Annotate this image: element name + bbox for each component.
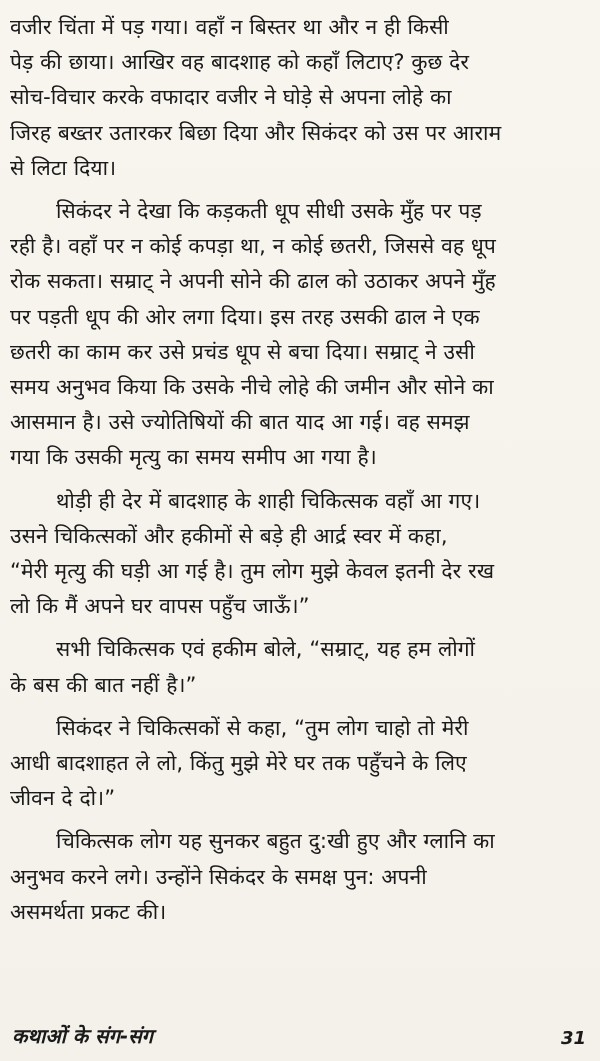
page-footer	[12, 1022, 586, 1049]
paragraph-1	[10, 10, 590, 186]
paragraph-5	[10, 711, 590, 817]
text-line: “मेरी मृत्यु की घड़ी आ गई है। तुम लोग मुझे केवल इतनी देर रख	[10, 559, 495, 584]
text-line: आसमान है। उसे ज्योतिषियों की बात याद आ गई। वह समझ	[10, 410, 470, 435]
paragraph-3	[10, 484, 590, 625]
text-line: के बस की बात नहीं है।”	[10, 672, 197, 697]
text-line: जीवन दे दो।”	[10, 786, 116, 811]
book-title: कथाओं के संग-संग	[12, 1024, 153, 1048]
text-line: रही है। वहाँ पर न कोई कपड़ा था, न कोई छतरी, जिससे वह धूप	[10, 234, 496, 259]
text-line: जिरह बख्तर उतारकर बिछा दिया और सिकंदर को उस पर आराम	[10, 120, 502, 145]
text-line: पेड़ की छाया। आखिर वह बादशाह को कहाँ लिटाए? कुछ देर	[10, 50, 470, 75]
paragraph-6	[10, 824, 590, 930]
text-line: गया कि उसकी मृत्यु का समय समीप आ गया है।	[10, 445, 377, 470]
text-line: सिकंदर ने देखा कि कड़कती धूप सीधी उसके मुँह पर पड़	[56, 199, 482, 224]
text-line: अनुभव करने लगे। उन्होंने सिकंदर के समक्ष पुन: अपनी	[10, 864, 427, 889]
paragraph-4	[10, 632, 590, 702]
paragraph-2	[10, 194, 590, 476]
text-line: सिकंदर ने चिकित्सकों से कहा, “तुम लोग चाहो तो मेरी	[56, 715, 469, 740]
text-line: थोड़ी ही देर में बादशाह के शाही चिकित्सक वहाँ आ गए।	[56, 488, 481, 513]
text-line: रोक सकता। सम्राट् ने अपनी सोने की ढाल को उठाकर अपने मुँह	[10, 269, 496, 294]
text-line: आधी बादशाहत ले लो, किंतु मुझे मेरे घर तक पहुँचने के लिए	[10, 751, 467, 776]
text-line: सोच-विचार करके वफादार वजीर ने घोड़े से अपना लोहे का	[10, 85, 452, 110]
text-line: असमर्थता प्रकट की।	[10, 899, 167, 924]
text-line: समय अनुभव किया कि उसके नीचे लोहे की जमीन और सोने का	[10, 375, 494, 400]
text-line: सभी चिकित्सक एवं हकीम बोले, “सम्राट्, यह हम लोगों	[56, 637, 476, 662]
page-body	[10, 10, 590, 930]
text-line: छतरी का काम कर उसे प्रचंड धूप से बचा दिया। सम्राट् ने उसी	[10, 339, 475, 364]
text-line: से लिटा दिया।	[10, 155, 117, 180]
text-line: चिकित्सक लोग यह सुनकर बहुत दु:खी हुए और ग्लानि का	[56, 829, 495, 854]
text-line: लो कि मैं अपने घर वापस पहुँच जाऊँ।”	[10, 594, 310, 619]
text-line: वजीर चिंता में पड़ गया। वहाँ न बिस्तर था और न ही किसी	[10, 15, 449, 39]
text-line: उसने चिकित्सकों और हकीमों से बड़े ही आर्द्र स्वर में कहा,	[10, 523, 448, 548]
page-number: 31	[560, 1028, 586, 1049]
text-line: पर पड़ती धूप की ओर लगा दिया। इस तरह उसकी ढाल ने एक	[10, 304, 480, 329]
